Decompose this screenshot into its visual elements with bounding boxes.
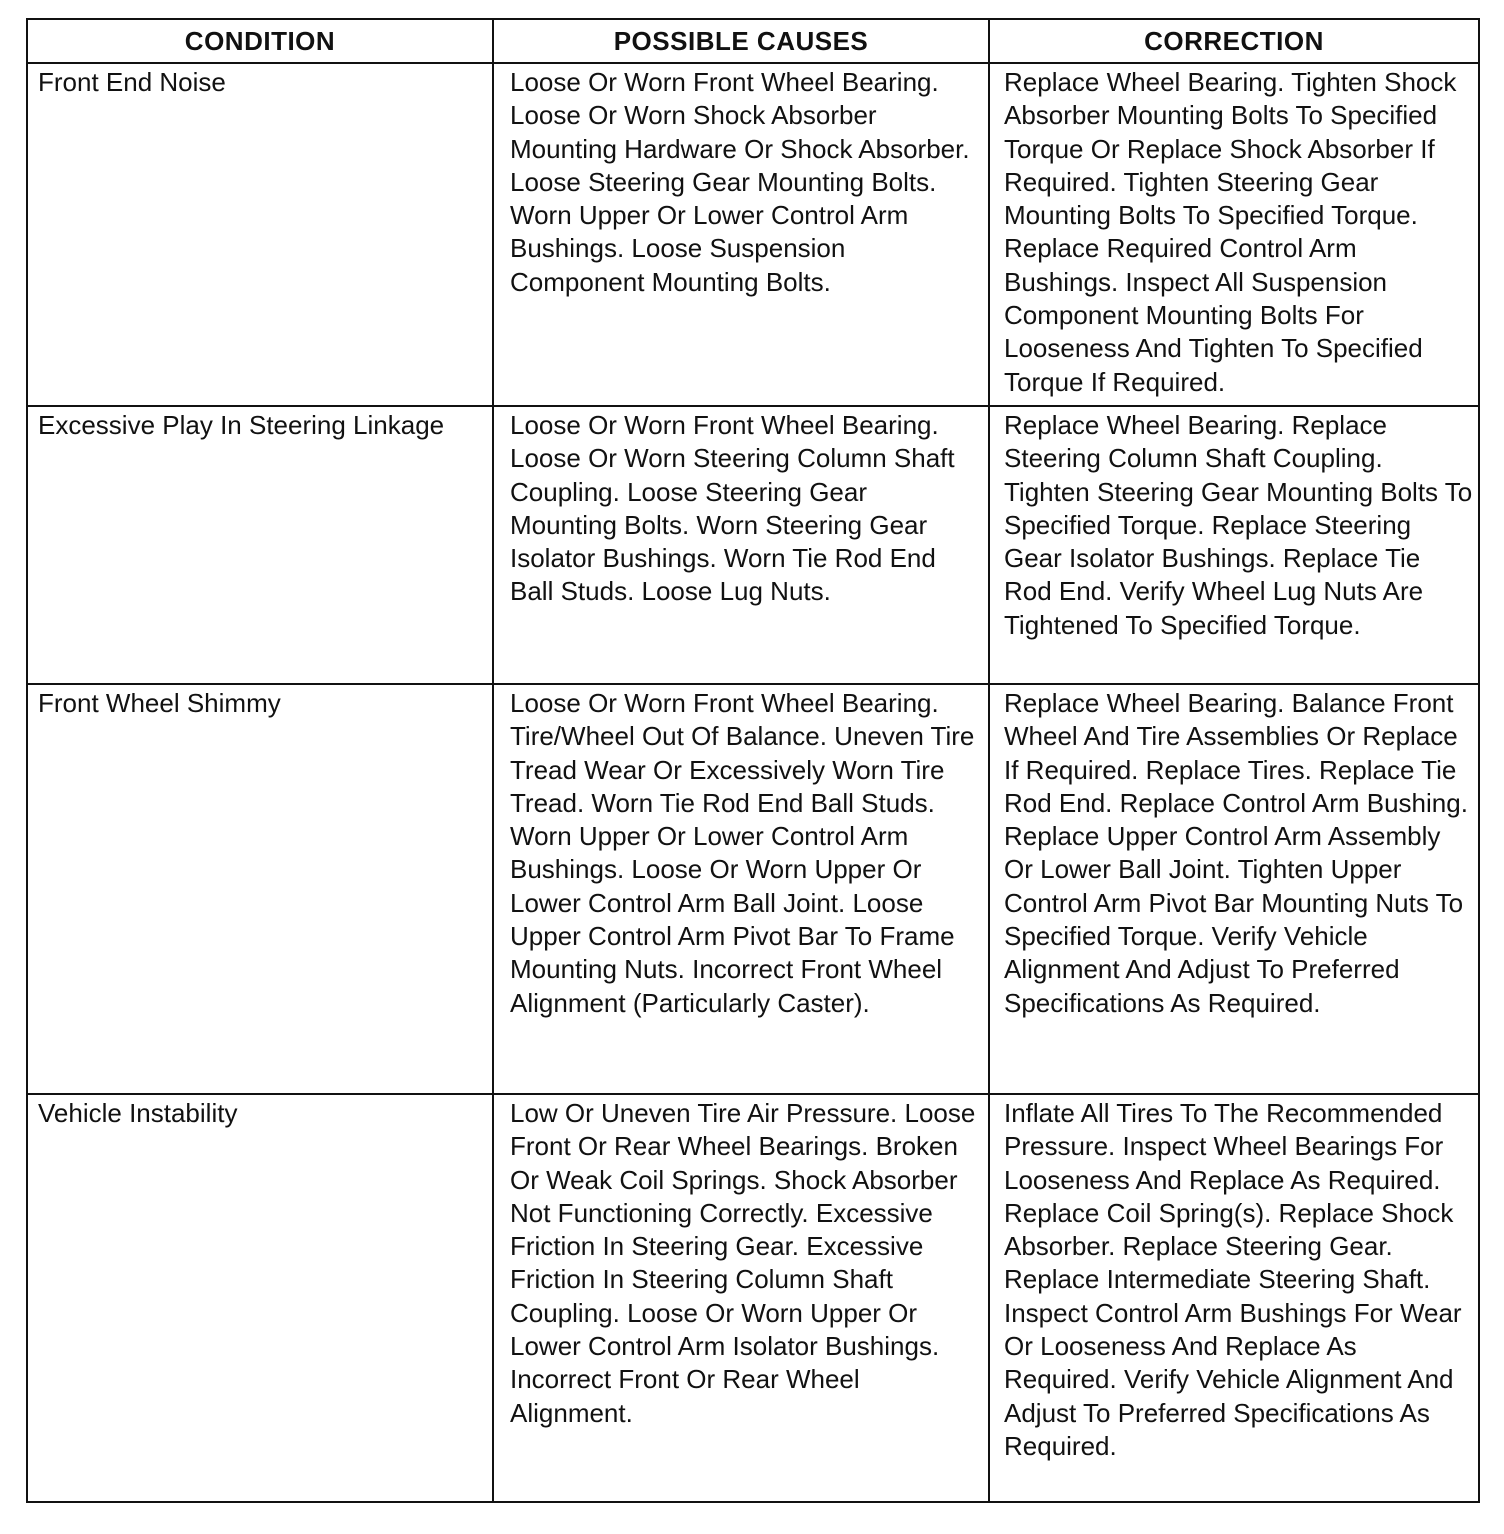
correction-cell: Inflate All Tires To The Recommended Pressure. Inspect Wheel Bearings For Looseness And Replace As Required. Replace Coil Spring(s). Replace Shock Absorber. Replace Steering Gear. Replace Intermediate Steering Shaft. Inspect Control Arm Bushings For Wear Or Looseness And Replace As Required. Verify Vehicle Alignment And Adjust To Preferred Specifications As Required. (989, 1094, 1479, 1502)
header-row (27, 19, 1479, 63)
causes-cell: Low Or Uneven Tire Air Pressure. Loose Front Or Rear Wheel Bearings. Broken Or Weak Coil Springs. Shock Absorber Not Functioning Correctly. Excessive Friction In Steering Gear. Excessive Friction In Steering Column Shaft Coupling. Loose Or Worn Upper Or Lower Control Arm Isolator Bushings. Incorrect Front Or Rear Wheel Alignment. (493, 1094, 989, 1502)
condition-cell: Front End Noise (27, 63, 493, 406)
correction-cell: Replace Wheel Bearing. Replace Steering Column Shaft Coupling. Tighten Steering Gear Mounting Bolts To Specified Torque. Replace Steering Gear Isolator Bushings. Replace Tie Rod End. Verify Wheel Lug Nuts Are Tightened To Specified Torque. (989, 406, 1479, 684)
causes-cell: Loose Or Worn Front Wheel Bearing. Loose Or Worn Steering Column Shaft Coupling. Loose Steering Gear Mounting Bolts. Worn Steering Gear Isolator Bushings. Worn Tie Rod End Ball Studs. Loose Lug Nuts. (493, 406, 989, 684)
table-row (27, 1094, 1479, 1502)
table-row (27, 63, 1479, 406)
causes-cell: Loose Or Worn Front Wheel Bearing. Loose Or Worn Shock Absorber Mounting Hardware Or Shock Absorber. Loose Steering Gear Mounting Bolts. Worn Upper Or Lower Control Arm Bushings. Loose Suspension Component Mounting Bolts. (493, 63, 989, 406)
header-correction: CORRECTION (989, 19, 1479, 63)
correction-cell: Replace Wheel Bearing. Tighten Shock Absorber Mounting Bolts To Specified Torque Or Replace Shock Absorber If Required. Tighten Steering Gear Mounting Bolts To Specified Torque. Replace Required Control Arm Bushings. Inspect All Suspension Component Mounting Bolts For Looseness And Tighten To Specified Torque If Required. (989, 63, 1479, 406)
header-condition: CONDITION (27, 19, 493, 63)
condition-cell: Vehicle Instability (27, 1094, 493, 1502)
header-possible-causes: POSSIBLE CAUSES (493, 19, 989, 63)
table-row (27, 684, 1479, 1094)
condition-cell: Excessive Play In Steering Linkage (27, 406, 493, 684)
diagnosis-table-container (26, 18, 1478, 1503)
condition-cell: Front Wheel Shimmy (27, 684, 493, 1094)
diagnosis-table (26, 18, 1480, 1503)
table-row (27, 406, 1479, 684)
correction-cell: Replace Wheel Bearing. Balance Front Wheel And Tire Assemblies Or Replace If Required. Replace Tires. Replace Tie Rod End. Replace Control Arm Bushing. Replace Upper Control Arm Assembly Or Lower Ball Joint. Tighten Upper Control Arm Pivot Bar Mounting Nuts To Specified Torque. Verify Vehicle Alignment And Adjust To Preferred Specifications As Required. (989, 684, 1479, 1094)
causes-cell: Loose Or Worn Front Wheel Bearing. Tire/Wheel Out Of Balance. Uneven Tire Tread Wear Or Excessively Worn Tire Tread. Worn Tie Rod End Ball Studs. Worn Upper Or Lower Control Arm Bushings. Loose Or Worn Upper Or Lower Control Arm Ball Joint. Loose Upper Control Arm Pivot Bar To Frame Mounting Nuts. Incorrect Front Wheel Alignment (Particularly Caster). (493, 684, 989, 1094)
